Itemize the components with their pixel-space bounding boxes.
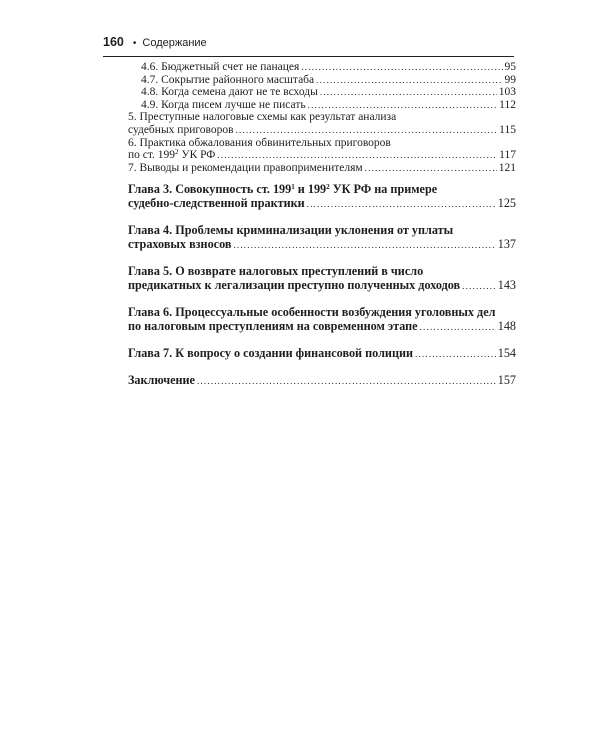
toc-page-number: 99 bbox=[504, 73, 516, 86]
toc-chapter-title: Заключение bbox=[128, 373, 195, 388]
dot-leader bbox=[301, 61, 502, 74]
toc-page-number: 143 bbox=[497, 278, 516, 293]
toc-entry-title: судебных приговоров bbox=[128, 123, 234, 136]
toc-entry-6 bbox=[128, 137, 516, 162]
section-title: Содержание bbox=[142, 37, 207, 49]
toc-page-number: 117 bbox=[499, 149, 516, 162]
dot-leader bbox=[415, 347, 496, 361]
toc-page-number: 121 bbox=[498, 161, 516, 174]
dot-leader bbox=[420, 320, 496, 334]
toc-entry-title: 4.7. Сокрытие районного масштаба bbox=[141, 73, 315, 86]
toc-page-number: 148 bbox=[497, 319, 516, 334]
dot-leader bbox=[462, 279, 496, 293]
toc-page-number: 115 bbox=[499, 123, 516, 136]
dot-leader bbox=[365, 162, 497, 175]
header-rule bbox=[103, 56, 514, 57]
toc-entry-4-7 bbox=[128, 74, 516, 87]
toc-entry-4-8 bbox=[128, 86, 516, 99]
page-number: 160 bbox=[103, 35, 124, 49]
toc-entry-title-line: 5. Преступные налоговые схемы как результат анализа bbox=[128, 111, 397, 124]
toc-chapter-6 bbox=[128, 305, 516, 334]
toc-page-number: 103 bbox=[498, 86, 516, 99]
toc-page-number: 112 bbox=[499, 98, 516, 111]
toc-entry-title: по ст. $199^2$ УК РФ bbox=[128, 148, 216, 162]
toc-chapter-title-line: Глава 6. Процессуальные особенности возбуждения уголовных дел bbox=[128, 305, 496, 320]
toc-conclusion bbox=[128, 373, 516, 388]
toc-page-number: 137 bbox=[497, 237, 516, 252]
toc-page-number: 125 bbox=[497, 196, 516, 211]
bullet-separator: • bbox=[132, 38, 137, 49]
dot-leader bbox=[233, 238, 495, 252]
toc-entry-title: 7. Выводы и рекомендации правоприменителям bbox=[128, 161, 363, 174]
toc-chapter-title: по налоговым преступлениям на современном этапе bbox=[128, 319, 418, 334]
toc-page-number: 95 bbox=[504, 61, 516, 73]
dot-leader bbox=[316, 74, 502, 87]
toc-chapter-title: Глава 7. К вопросу о создании финансовой полиции bbox=[128, 346, 414, 361]
toc-chapter-title: судебно-следственной практики bbox=[128, 196, 305, 211]
toc-chapter-title-line: Глава 4. Проблемы криминализации уклонения от уплаты bbox=[128, 223, 454, 238]
dot-leader bbox=[236, 124, 498, 137]
toc-chapter-title: страховых взносов bbox=[128, 237, 232, 252]
toc-entry-4-6 bbox=[128, 61, 516, 74]
toc-entry-title-line: 6. Практика обжалования обвинительных приговоров bbox=[128, 136, 391, 149]
toc-entry-5 bbox=[128, 111, 516, 136]
toc-chapter-title: предикатных к легализации преступно полученных доходов bbox=[128, 278, 461, 293]
running-head bbox=[103, 35, 514, 49]
toc-entry-title: 4.8. Когда семена дают не те всходы bbox=[141, 86, 318, 99]
toc-chapter-title-line: Глава 5. О возврате налоговых преступлений в число bbox=[128, 264, 424, 279]
toc-chapter-4 bbox=[128, 223, 516, 252]
toc-entry-title: 4.6. Бюджетный счет не панацея bbox=[141, 61, 300, 73]
toc-chapter-3 bbox=[128, 182, 516, 211]
dot-leader bbox=[217, 149, 497, 162]
toc-chapter-title-line: Глава 3. Совокупность ст. $199^1$ и $199^2$ УК РФ на примере bbox=[128, 182, 438, 197]
toc-chapter-5 bbox=[128, 264, 516, 293]
toc-chapter-7 bbox=[128, 346, 516, 361]
dot-leader bbox=[307, 197, 496, 211]
toc-page-number: 154 bbox=[497, 346, 516, 361]
toc-entry-4-9 bbox=[128, 99, 516, 112]
dot-leader bbox=[197, 374, 496, 388]
dot-leader bbox=[320, 86, 497, 99]
table-of-contents bbox=[128, 61, 516, 388]
toc-entry-7 bbox=[128, 162, 516, 175]
toc-entry-title: 4.9. Когда писем лучше не писать bbox=[141, 98, 306, 111]
dot-leader bbox=[308, 99, 498, 112]
toc-page-number: 157 bbox=[497, 373, 516, 388]
